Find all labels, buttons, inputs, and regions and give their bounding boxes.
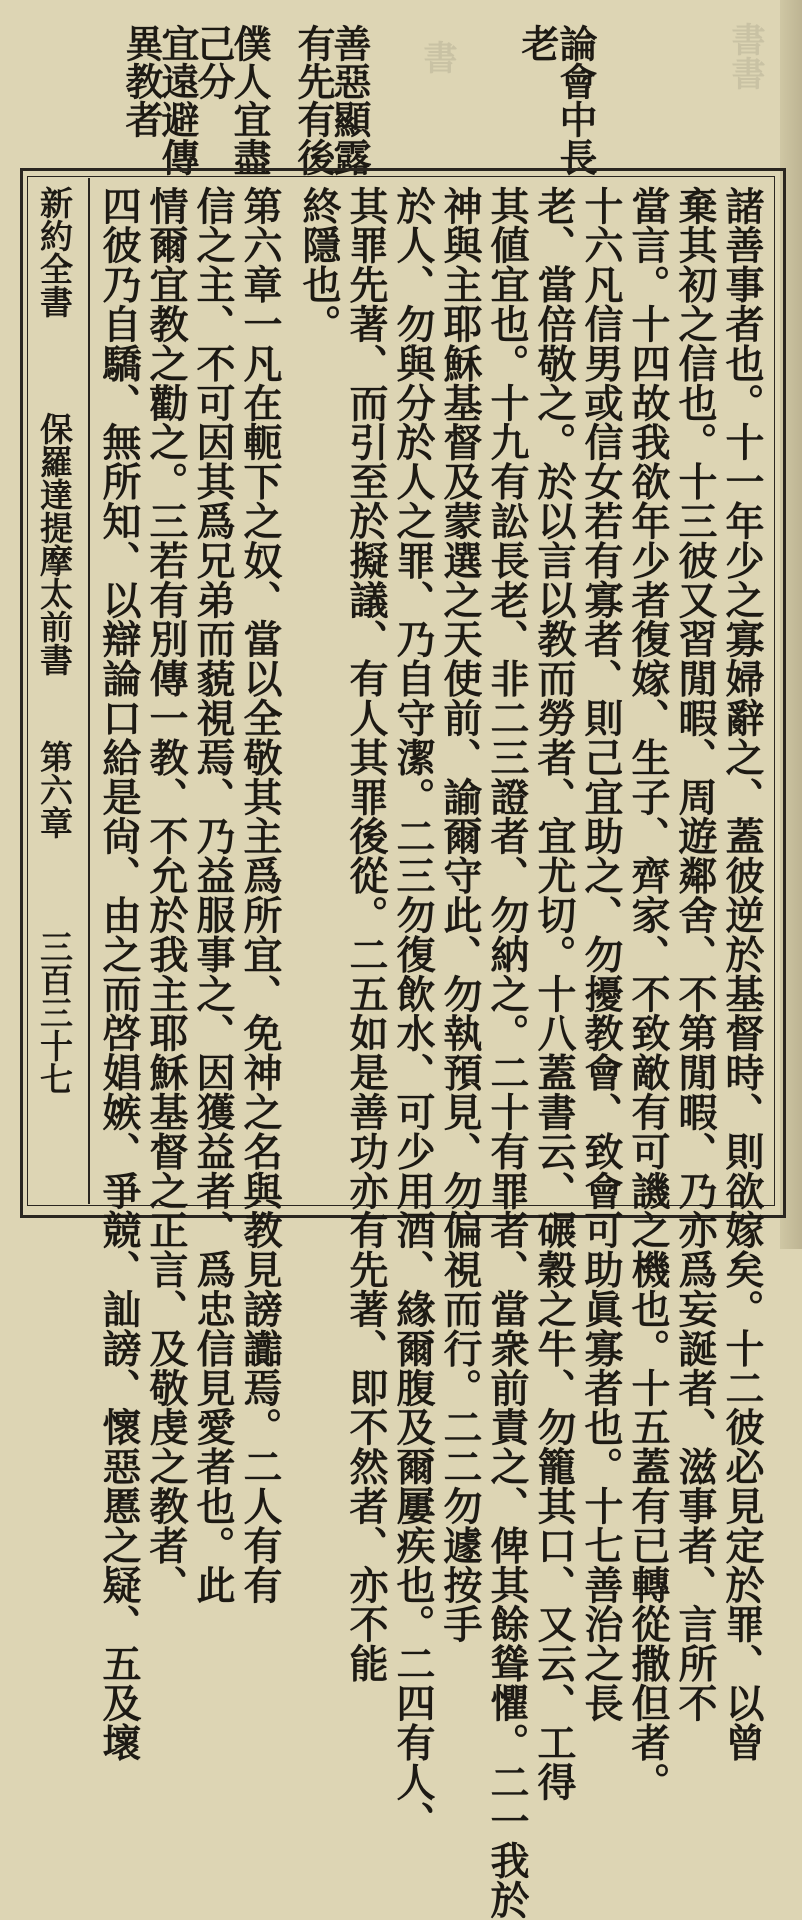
book-title: 新約全書 (35, 186, 74, 318)
text-column: 信之主、不可因其爲兄弟而藐視焉、乃益服事之、因獲益者、爲忠信見愛者也。此 (190, 186, 236, 1605)
sidenote-avoid-heresy: 宜遠避傳 (155, 24, 200, 176)
sidenote-duty-cont: 己分 (191, 24, 236, 100)
text-column: 情爾宜教之勸之。三若有別傳一教、不允於我主耶穌基督之正言、及敬虔之教者、 (143, 186, 189, 1605)
text-column: 其値宜也。十九有訟長老、非二三證者、勿納之。二十有罪者、當衆前責之、俾其餘聳懼。二一我於 (484, 186, 530, 1920)
text-column: 神與主耶穌基督及蒙選之天使前、諭爾守此、勿執預見、勿偏視而行。二二勿遽按手 (437, 186, 483, 1644)
text-column: 於人、勿與分於人之罪、乃自守潔。二三勿復飲水、可少用酒、緣爾腹及爾屢疾也。二四有人、 (390, 186, 436, 1841)
sidenote-first-or-later: 有先有後 (291, 24, 336, 176)
sidenote-good-evil-manifest: 善惡顯露 (327, 24, 372, 176)
sidenote-elder-in-church: 論會中長 (553, 24, 598, 176)
text-column: 十六凡信男或信女若有寡者、則己宜助之、勿擾教會、致會可助眞寡者也。十七善治之長 (578, 186, 624, 1723)
epistle-title: 保羅達提摩太前書 (35, 412, 74, 676)
sidenote-elder-cont: 老 (515, 24, 560, 62)
chapter-label: 第六章 (35, 740, 74, 839)
text-column: 當言。十四故我欲年少者復嫁、生子、齊家、不致敵有可譏之機也。十五蓋有已轉從撒但者。 (625, 186, 671, 1802)
text-column: 老、當倍敬之。於以言以教而勞者、宜尤切。十八蓋書云、碾穀之牛、勿籠其口、又云、工得 (531, 186, 577, 1802)
sidenote-heresy-cont: 異教者 (119, 24, 164, 138)
text-column: 其罪先著、而引至於擬議、有人其罪後從。二五如是善功亦有先著、即不然者、亦不能 (343, 186, 389, 1684)
text-column: 四彼乃自驕、無所知、以辯論口給是尙、由之而啓娼嫉、爭競、訕謗、懷惡慝之疑、五及壞 (96, 186, 142, 1762)
text-column: 諸善事者也。十一年少之寡婦辭之、蓋彼逆於基督時、則欲嫁矣。十二彼必見定於罪、以曾 (719, 186, 765, 1762)
text-column: 棄其初之信也。十三彼又習閒暇、周遊鄰舍、不第閒暇、乃亦爲妄誕者、滋事者、言所不 (672, 186, 718, 1723)
chapter-six-start-column: 第六章一凡在軛下之奴、當以全敬其主爲所宜、免神之名與教見謗讟焉。二人有有 (237, 186, 283, 1605)
gutter-divider (88, 178, 90, 1204)
show-through-text: 書 (417, 40, 457, 74)
text-column-end: 終隱也。 (296, 186, 342, 344)
page-number: 三百三十七 (35, 930, 74, 1095)
show-through-text: 書書 (725, 22, 765, 90)
sidenote-servants-duty: 僕人宜盡 (227, 24, 272, 176)
